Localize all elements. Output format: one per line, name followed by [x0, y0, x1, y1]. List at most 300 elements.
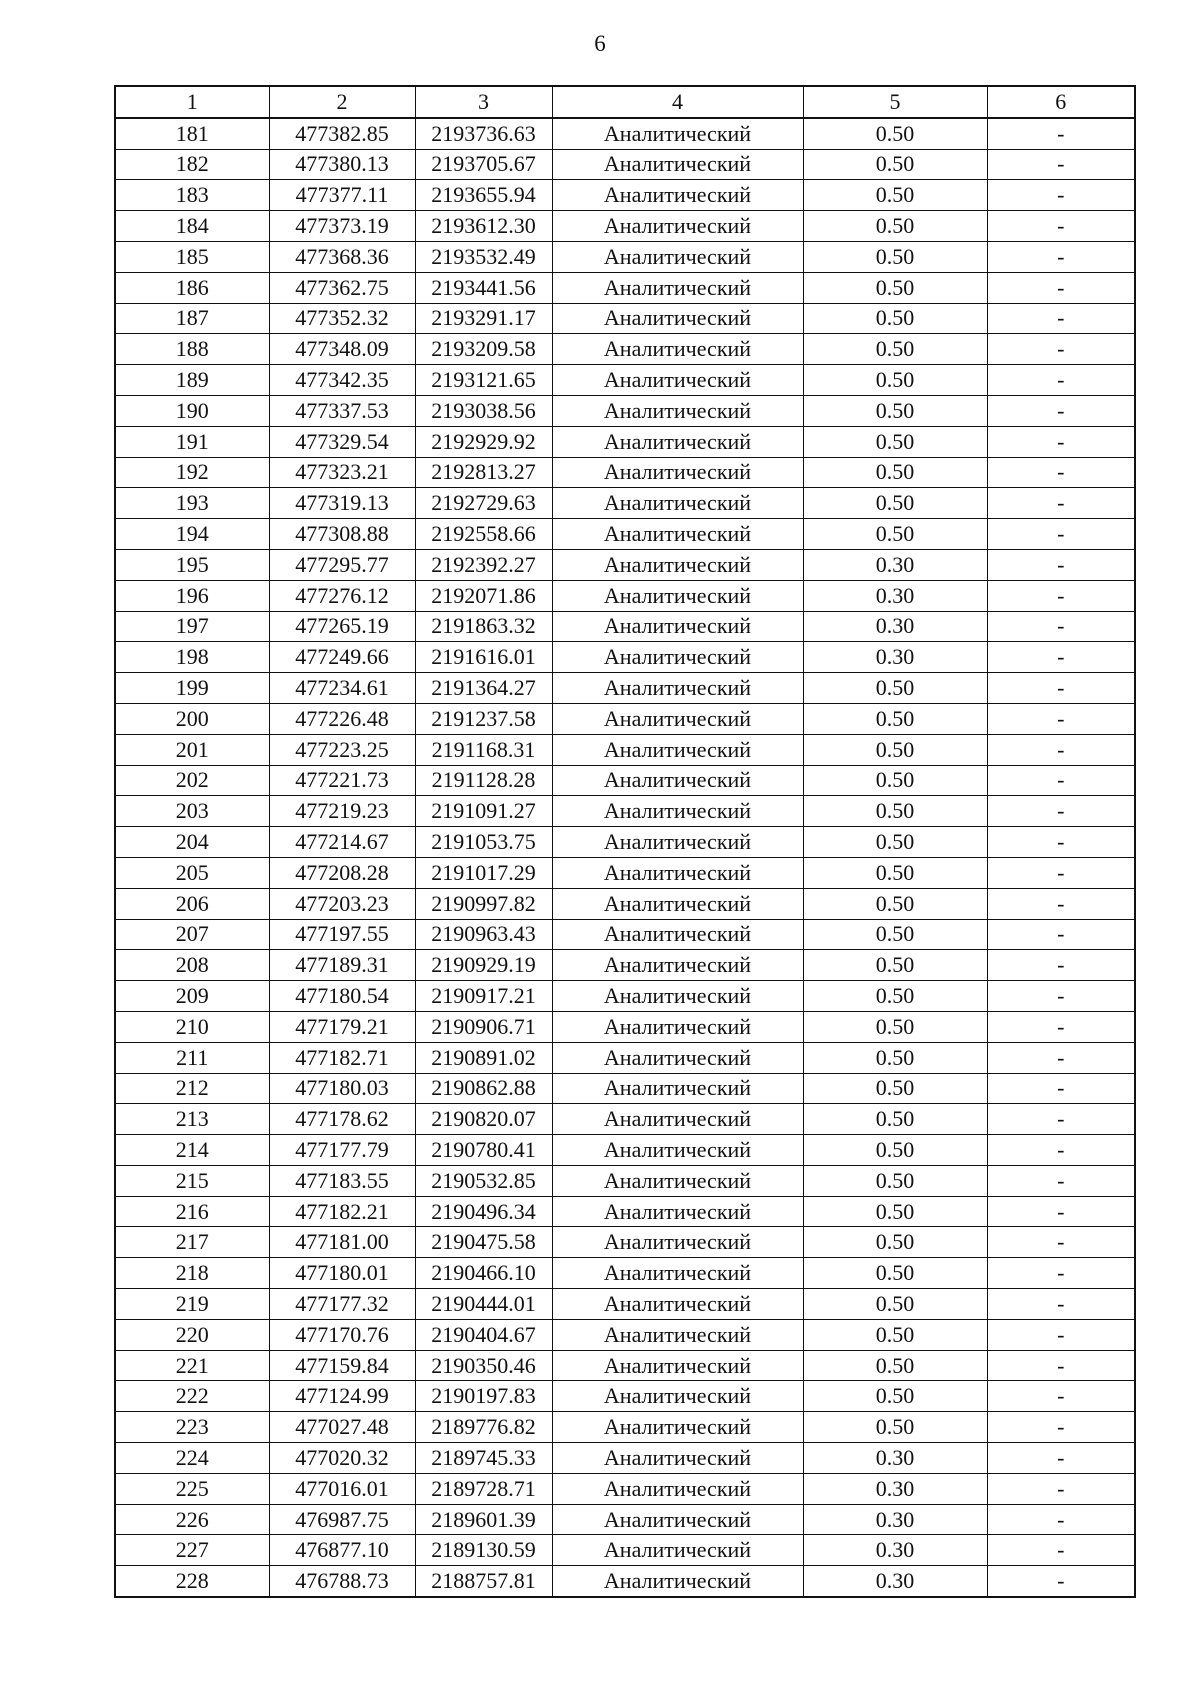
table-row: [115, 395, 1135, 426]
note-cell: -: [987, 365, 1135, 396]
accuracy-cell: 0.50: [803, 241, 987, 272]
y-coordinate-cell: 2189728.71: [415, 1473, 552, 1504]
point-number-cell: 211: [115, 1042, 269, 1073]
table-row: [115, 1443, 1135, 1474]
note-cell: -: [987, 981, 1135, 1012]
y-coordinate-cell: 2189601.39: [415, 1504, 552, 1535]
x-coordinate-cell: 477214.67: [269, 827, 415, 858]
table-row: [115, 1227, 1135, 1258]
table-row: [115, 365, 1135, 396]
table-row: [115, 1319, 1135, 1350]
accuracy-cell: 0.50: [803, 919, 987, 950]
x-coordinate-cell: 477179.21: [269, 1011, 415, 1042]
y-coordinate-cell: 2191128.28: [415, 765, 552, 796]
y-coordinate-cell: 2193705.67: [415, 149, 552, 180]
table-row: [115, 272, 1135, 303]
point-number-cell: 183: [115, 180, 269, 211]
y-coordinate-cell: 2190496.34: [415, 1196, 552, 1227]
x-coordinate-cell: 477337.53: [269, 395, 415, 426]
x-coordinate-cell: 477208.28: [269, 857, 415, 888]
x-coordinate-cell: 477319.13: [269, 488, 415, 519]
point-number-cell: 203: [115, 796, 269, 827]
method-cell: Аналитический: [552, 1319, 803, 1350]
x-coordinate-cell: 477124.99: [269, 1381, 415, 1412]
accuracy-cell: 0.50: [803, 673, 987, 704]
accuracy-cell: 0.50: [803, 519, 987, 550]
point-number-cell: 182: [115, 149, 269, 180]
y-coordinate-cell: 2193121.65: [415, 365, 552, 396]
method-cell: Аналитический: [552, 118, 803, 149]
note-cell: -: [987, 950, 1135, 981]
method-cell: Аналитический: [552, 981, 803, 1012]
note-cell: -: [987, 211, 1135, 242]
accuracy-cell: 0.30: [803, 1473, 987, 1504]
y-coordinate-cell: 2192071.86: [415, 580, 552, 611]
y-coordinate-cell: 2193441.56: [415, 272, 552, 303]
note-cell: -: [987, 519, 1135, 550]
x-coordinate-cell: 477177.32: [269, 1289, 415, 1320]
accuracy-cell: 0.50: [803, 1135, 987, 1166]
table-row: [115, 888, 1135, 919]
x-coordinate-cell: 477223.25: [269, 734, 415, 765]
accuracy-cell: 0.30: [803, 549, 987, 580]
method-cell: Аналитический: [552, 1258, 803, 1289]
accuracy-cell: 0.50: [803, 796, 987, 827]
method-cell: Аналитический: [552, 1535, 803, 1566]
y-coordinate-cell: 2190862.88: [415, 1073, 552, 1104]
method-cell: Аналитический: [552, 1042, 803, 1073]
x-coordinate-cell: 477226.48: [269, 703, 415, 734]
accuracy-cell: 0.50: [803, 1381, 987, 1412]
method-cell: Аналитический: [552, 1473, 803, 1504]
method-cell: Аналитический: [552, 1073, 803, 1104]
method-cell: Аналитический: [552, 457, 803, 488]
y-coordinate-cell: 2189130.59: [415, 1535, 552, 1566]
column-header-4: 4: [552, 86, 803, 118]
method-cell: Аналитический: [552, 1104, 803, 1135]
method-cell: Аналитический: [552, 796, 803, 827]
accuracy-cell: 0.50: [803, 334, 987, 365]
table-row: [115, 673, 1135, 704]
x-coordinate-cell: 477016.01: [269, 1473, 415, 1504]
method-cell: Аналитический: [552, 272, 803, 303]
table-row: [115, 118, 1135, 149]
point-number-cell: 220: [115, 1319, 269, 1350]
y-coordinate-cell: 2190475.58: [415, 1227, 552, 1258]
point-number-cell: 192: [115, 457, 269, 488]
y-coordinate-cell: 2193655.94: [415, 180, 552, 211]
accuracy-cell: 0.50: [803, 149, 987, 180]
x-coordinate-cell: 477308.88: [269, 519, 415, 550]
point-number-cell: 210: [115, 1011, 269, 1042]
table-row: [115, 981, 1135, 1012]
table-row: [115, 1350, 1135, 1381]
y-coordinate-cell: 2190197.83: [415, 1381, 552, 1412]
point-number-cell: 187: [115, 303, 269, 334]
y-coordinate-cell: 2190997.82: [415, 888, 552, 919]
method-cell: Аналитический: [552, 919, 803, 950]
y-coordinate-cell: 2193532.49: [415, 241, 552, 272]
method-cell: Аналитический: [552, 1412, 803, 1443]
x-coordinate-cell: 477348.09: [269, 334, 415, 365]
table-row: [115, 1042, 1135, 1073]
note-cell: -: [987, 673, 1135, 704]
accuracy-cell: 0.50: [803, 981, 987, 1012]
note-cell: -: [987, 1412, 1135, 1443]
method-cell: Аналитический: [552, 241, 803, 272]
point-number-cell: 191: [115, 426, 269, 457]
method-cell: Аналитический: [552, 1165, 803, 1196]
y-coordinate-cell: 2190963.43: [415, 919, 552, 950]
x-coordinate-cell: 477373.19: [269, 211, 415, 242]
method-cell: Аналитический: [552, 642, 803, 673]
y-coordinate-cell: 2193038.56: [415, 395, 552, 426]
method-cell: Аналитический: [552, 703, 803, 734]
point-number-cell: 214: [115, 1135, 269, 1166]
method-cell: Аналитический: [552, 303, 803, 334]
x-coordinate-cell: 477362.75: [269, 272, 415, 303]
accuracy-cell: 0.30: [803, 1566, 987, 1597]
note-cell: -: [987, 1319, 1135, 1350]
point-number-cell: 219: [115, 1289, 269, 1320]
table-header-row: [115, 86, 1135, 118]
note-cell: -: [987, 1504, 1135, 1535]
y-coordinate-cell: 2189745.33: [415, 1443, 552, 1474]
y-coordinate-cell: 2192813.27: [415, 457, 552, 488]
table-row: [115, 1473, 1135, 1504]
table-row: [115, 765, 1135, 796]
method-cell: Аналитический: [552, 827, 803, 858]
x-coordinate-cell: 477377.11: [269, 180, 415, 211]
x-coordinate-cell: 477352.32: [269, 303, 415, 334]
x-coordinate-cell: 477170.76: [269, 1319, 415, 1350]
note-cell: -: [987, 1073, 1135, 1104]
note-cell: -: [987, 827, 1135, 858]
point-number-cell: 221: [115, 1350, 269, 1381]
point-number-cell: 213: [115, 1104, 269, 1135]
note-cell: -: [987, 1443, 1135, 1474]
accuracy-cell: 0.50: [803, 1289, 987, 1320]
x-coordinate-cell: 477182.21: [269, 1196, 415, 1227]
accuracy-cell: 0.50: [803, 395, 987, 426]
y-coordinate-cell: 2193209.58: [415, 334, 552, 365]
y-coordinate-cell: 2191863.32: [415, 611, 552, 642]
method-cell: Аналитический: [552, 549, 803, 580]
method-cell: Аналитический: [552, 334, 803, 365]
x-coordinate-cell: 477159.84: [269, 1350, 415, 1381]
point-number-cell: 199: [115, 673, 269, 704]
method-cell: Аналитический: [552, 1135, 803, 1166]
note-cell: -: [987, 180, 1135, 211]
point-number-cell: 224: [115, 1443, 269, 1474]
table-row: [115, 827, 1135, 858]
y-coordinate-cell: 2191616.01: [415, 642, 552, 673]
note-cell: -: [987, 1473, 1135, 1504]
y-coordinate-cell: 2190350.46: [415, 1350, 552, 1381]
table-row: [115, 549, 1135, 580]
table-row: [115, 1535, 1135, 1566]
accuracy-cell: 0.50: [803, 765, 987, 796]
accuracy-cell: 0.50: [803, 857, 987, 888]
table-row: [115, 611, 1135, 642]
note-cell: -: [987, 1011, 1135, 1042]
table-row: [115, 149, 1135, 180]
x-coordinate-cell: 477234.61: [269, 673, 415, 704]
method-cell: Аналитический: [552, 426, 803, 457]
x-coordinate-cell: 477180.01: [269, 1258, 415, 1289]
y-coordinate-cell: 2191364.27: [415, 673, 552, 704]
method-cell: Аналитический: [552, 180, 803, 211]
x-coordinate-cell: 477182.71: [269, 1042, 415, 1073]
point-number-cell: 212: [115, 1073, 269, 1104]
note-cell: -: [987, 1042, 1135, 1073]
y-coordinate-cell: 2193291.17: [415, 303, 552, 334]
accuracy-cell: 0.50: [803, 303, 987, 334]
method-cell: Аналитический: [552, 1196, 803, 1227]
note-cell: -: [987, 1196, 1135, 1227]
note-cell: -: [987, 1381, 1135, 1412]
method-cell: Аналитический: [552, 211, 803, 242]
method-cell: Аналитический: [552, 149, 803, 180]
column-header-1: 1: [115, 86, 269, 118]
point-number-cell: 215: [115, 1165, 269, 1196]
column-header-3: 3: [415, 86, 552, 118]
column-header-6: 6: [987, 86, 1135, 118]
table-row: [115, 580, 1135, 611]
accuracy-cell: 0.30: [803, 580, 987, 611]
x-coordinate-cell: 477183.55: [269, 1165, 415, 1196]
method-cell: Аналитический: [552, 1011, 803, 1042]
x-coordinate-cell: 477027.48: [269, 1412, 415, 1443]
point-number-cell: 185: [115, 241, 269, 272]
point-number-cell: 189: [115, 365, 269, 396]
note-cell: -: [987, 149, 1135, 180]
table-row: [115, 1011, 1135, 1042]
note-cell: -: [987, 642, 1135, 673]
point-number-cell: 190: [115, 395, 269, 426]
table-row: [115, 303, 1135, 334]
point-number-cell: 197: [115, 611, 269, 642]
point-number-cell: 206: [115, 888, 269, 919]
x-coordinate-cell: 477189.31: [269, 950, 415, 981]
method-cell: Аналитический: [552, 1566, 803, 1597]
note-cell: -: [987, 1258, 1135, 1289]
table-row: [115, 1504, 1135, 1535]
note-cell: -: [987, 303, 1135, 334]
note-cell: -: [987, 457, 1135, 488]
point-number-cell: 188: [115, 334, 269, 365]
x-coordinate-cell: 477249.66: [269, 642, 415, 673]
accuracy-cell: 0.50: [803, 827, 987, 858]
note-cell: -: [987, 796, 1135, 827]
x-coordinate-cell: 476788.73: [269, 1566, 415, 1597]
table-row: [115, 703, 1135, 734]
y-coordinate-cell: 2190891.02: [415, 1042, 552, 1073]
note-cell: -: [987, 611, 1135, 642]
method-cell: Аналитический: [552, 1504, 803, 1535]
point-number-cell: 201: [115, 734, 269, 765]
accuracy-cell: 0.50: [803, 950, 987, 981]
accuracy-cell: 0.50: [803, 734, 987, 765]
accuracy-cell: 0.50: [803, 703, 987, 734]
table-row: [115, 334, 1135, 365]
table-body: [115, 118, 1135, 1597]
method-cell: Аналитический: [552, 611, 803, 642]
accuracy-cell: 0.50: [803, 1104, 987, 1135]
y-coordinate-cell: 2190780.41: [415, 1135, 552, 1166]
accuracy-cell: 0.50: [803, 272, 987, 303]
table-row: [115, 1258, 1135, 1289]
accuracy-cell: 0.50: [803, 1258, 987, 1289]
table-row: [115, 211, 1135, 242]
table-row: [115, 426, 1135, 457]
accuracy-cell: 0.50: [803, 365, 987, 396]
point-number-cell: 198: [115, 642, 269, 673]
table-row: [115, 1073, 1135, 1104]
point-number-cell: 222: [115, 1381, 269, 1412]
note-cell: -: [987, 1104, 1135, 1135]
table-row: [115, 919, 1135, 950]
table-row: [115, 950, 1135, 981]
table-row: [115, 642, 1135, 673]
table-row: [115, 1196, 1135, 1227]
method-cell: Аналитический: [552, 1227, 803, 1258]
x-coordinate-cell: 477197.55: [269, 919, 415, 950]
point-number-cell: 196: [115, 580, 269, 611]
table-row: [115, 1381, 1135, 1412]
y-coordinate-cell: 2190532.85: [415, 1165, 552, 1196]
y-coordinate-cell: 2192729.63: [415, 488, 552, 519]
y-coordinate-cell: 2191168.31: [415, 734, 552, 765]
accuracy-cell: 0.50: [803, 888, 987, 919]
accuracy-cell: 0.50: [803, 1165, 987, 1196]
y-coordinate-cell: 2193736.63: [415, 118, 552, 149]
point-number-cell: 202: [115, 765, 269, 796]
point-number-cell: 181: [115, 118, 269, 149]
point-number-cell: 216: [115, 1196, 269, 1227]
accuracy-cell: 0.50: [803, 1227, 987, 1258]
table-row: [115, 1135, 1135, 1166]
point-number-cell: 228: [115, 1566, 269, 1597]
x-coordinate-cell: 476877.10: [269, 1535, 415, 1566]
table-row: [115, 1165, 1135, 1196]
y-coordinate-cell: 2190917.21: [415, 981, 552, 1012]
y-coordinate-cell: 2190466.10: [415, 1258, 552, 1289]
method-cell: Аналитический: [552, 1289, 803, 1320]
accuracy-cell: 0.50: [803, 488, 987, 519]
note-cell: -: [987, 426, 1135, 457]
accuracy-cell: 0.30: [803, 642, 987, 673]
x-coordinate-cell: 477203.23: [269, 888, 415, 919]
point-number-cell: 209: [115, 981, 269, 1012]
method-cell: Аналитический: [552, 673, 803, 704]
x-coordinate-cell: 477295.77: [269, 549, 415, 580]
column-header-5: 5: [803, 86, 987, 118]
accuracy-cell: 0.50: [803, 180, 987, 211]
table-row: [115, 734, 1135, 765]
point-number-cell: 194: [115, 519, 269, 550]
y-coordinate-cell: 2189776.82: [415, 1412, 552, 1443]
point-number-cell: 208: [115, 950, 269, 981]
y-coordinate-cell: 2192392.27: [415, 549, 552, 580]
y-coordinate-cell: 2190929.19: [415, 950, 552, 981]
note-cell: -: [987, 272, 1135, 303]
point-number-cell: 193: [115, 488, 269, 519]
method-cell: Аналитический: [552, 765, 803, 796]
y-coordinate-cell: 2190444.01: [415, 1289, 552, 1320]
accuracy-cell: 0.30: [803, 1504, 987, 1535]
table-row: [115, 1289, 1135, 1320]
x-coordinate-cell: 477178.62: [269, 1104, 415, 1135]
x-coordinate-cell: 477265.19: [269, 611, 415, 642]
x-coordinate-cell: 476987.75: [269, 1504, 415, 1535]
method-cell: Аналитический: [552, 365, 803, 396]
x-coordinate-cell: 477177.79: [269, 1135, 415, 1166]
note-cell: -: [987, 1535, 1135, 1566]
note-cell: -: [987, 888, 1135, 919]
method-cell: Аналитический: [552, 519, 803, 550]
point-number-cell: 184: [115, 211, 269, 242]
y-coordinate-cell: 2192558.66: [415, 519, 552, 550]
page-number: 6: [594, 31, 606, 56]
y-coordinate-cell: 2192929.92: [415, 426, 552, 457]
table-row: [115, 457, 1135, 488]
note-cell: -: [987, 395, 1135, 426]
y-coordinate-cell: 2188757.81: [415, 1566, 552, 1597]
table-row: [115, 488, 1135, 519]
note-cell: -: [987, 1566, 1135, 1597]
point-number-cell: 186: [115, 272, 269, 303]
accuracy-cell: 0.50: [803, 1412, 987, 1443]
note-cell: -: [987, 1289, 1135, 1320]
point-number-cell: 226: [115, 1504, 269, 1535]
point-number-cell: 217: [115, 1227, 269, 1258]
method-cell: Аналитический: [552, 888, 803, 919]
note-cell: -: [987, 580, 1135, 611]
accuracy-cell: 0.30: [803, 1443, 987, 1474]
point-number-cell: 204: [115, 827, 269, 858]
note-cell: -: [987, 1135, 1135, 1166]
y-coordinate-cell: 2191053.75: [415, 827, 552, 858]
table-row: [115, 796, 1135, 827]
coordinates-table: [114, 85, 1136, 1598]
table-row: [115, 1412, 1135, 1443]
point-number-cell: 200: [115, 703, 269, 734]
note-cell: -: [987, 765, 1135, 796]
x-coordinate-cell: 477181.00: [269, 1227, 415, 1258]
accuracy-cell: 0.50: [803, 211, 987, 242]
y-coordinate-cell: 2190906.71: [415, 1011, 552, 1042]
table-row: [115, 1566, 1135, 1597]
accuracy-cell: 0.50: [803, 457, 987, 488]
method-cell: Аналитический: [552, 950, 803, 981]
table-row: [115, 1104, 1135, 1135]
note-cell: -: [987, 734, 1135, 765]
note-cell: -: [987, 241, 1135, 272]
y-coordinate-cell: 2190404.67: [415, 1319, 552, 1350]
method-cell: Аналитический: [552, 580, 803, 611]
accuracy-cell: 0.50: [803, 1011, 987, 1042]
method-cell: Аналитический: [552, 734, 803, 765]
method-cell: Аналитический: [552, 1443, 803, 1474]
note-cell: -: [987, 1350, 1135, 1381]
point-number-cell: 218: [115, 1258, 269, 1289]
y-coordinate-cell: 2191017.29: [415, 857, 552, 888]
x-coordinate-cell: 477342.35: [269, 365, 415, 396]
accuracy-cell: 0.50: [803, 426, 987, 457]
x-coordinate-cell: 477323.21: [269, 457, 415, 488]
table-row: [115, 519, 1135, 550]
